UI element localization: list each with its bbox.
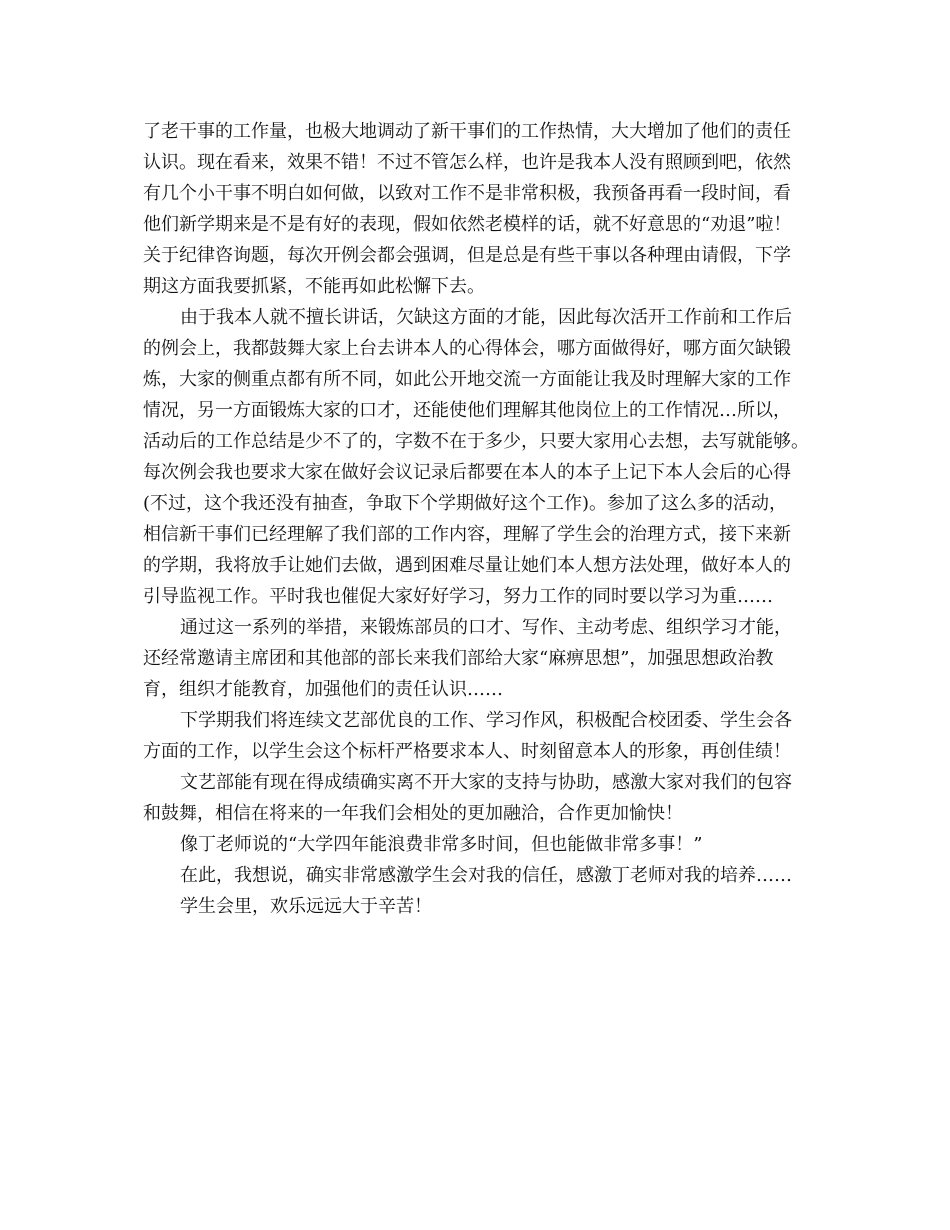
text-line: (不过，这个我还没有抽查，争取下个学期做好这个工作)。参加了这么多的活动， [143,493,788,514]
text-line: 育，组织才能教育，加强他们的责任认识…… [143,679,503,700]
text-line: 情况，另一方面锻炼大家的口才，还能使他们理解其他岗位上的工作情况…所以， [143,400,791,421]
text-line: 炼，大家的侧重点都有所不同，如此公开地交流一方面能让我及时理解大家的工作 [143,369,791,390]
text-line: 活动后的工作总结是少不了的，字数不在于多少，只要大家用心去想，去写就能够。 [143,431,809,452]
paragraph-start-line: 下学期我们将连续文艺部优良的工作、学习作风，积极配合校团委、学生会各 [180,710,792,731]
text-line: 认识。现在看来，效果不错！不过不管怎么样，也许是我本人没有照顾到吧，依然 [143,152,791,173]
text-line: 相信新干事们已经理解了我们部的工作内容，理解了学生会的治理方式，接下来新 [143,524,791,545]
text-line: 的例会上，我都鼓舞大家上台去讲本人的心得体会，哪方面做得好，哪方面欠缺锻 [143,338,791,359]
text-line: 他们新学期来是不是有好的表现，假如依然老模样的话，就不好意思的“劝退”啦！ [143,214,792,235]
paragraph-start-line: 学生会里，欢乐远远大于辛苦！ [180,896,432,917]
text-line: 引导监视工作。平时我也催促大家好好学习，努力工作的同时要以学习为重…… [143,586,773,607]
paragraph-start-line: 像丁老师说的“大学四年能浪费非常多时间，但也能做非常多事！” [180,834,703,855]
document-body [143,116,815,922]
text-line: 和鼓舞，相信在将来的一年我们会相处的更加融洽，合作更加愉快！ [143,803,683,824]
text-line: 每次例会我也要求大家在做好会议记录后都要在本人的本子上记下本人会后的心得 [143,462,791,483]
text-line: 了老干事的工作量，也极大地调动了新干事们的工作热情，大大增加了他们的责任 [143,121,791,142]
paragraph-start-line: 文艺部能有现在得成绩确实离不开大家的支持与协助，感激大家对我们的包容 [180,772,792,793]
paragraph-start-line: 由于我本人就不擅长讲话，欠缺这方面的才能，因此每次活开工作前和工作后 [180,307,792,328]
text-line: 还经常邀请主席团和其他部的部长来我们部给大家“麻痹思想”，加强思想政治教 [143,648,774,669]
text-line: 期这方面我要抓紧，不能再如此松懈下去。 [143,276,485,297]
text-line: 的学期，我将放手让她们去做，遇到困难尽量让她们本人想方法处理，做好本人的 [143,555,791,576]
text-line: 有几个小干事不明白如何做，以致对工作不是非常积极，我预备再看一段时间，看 [143,183,791,204]
text-line: 方面的工作，以学生会这个标杆严格要求本人、时刻留意本人的形象，再创佳绩！ [143,741,791,762]
paragraph-start-line: 通过这一系列的举措，来锻炼部员的口才、写作、主动考虑、组织学习才能， [180,617,792,638]
text-line: 关于纪律咨询题，每次开例会都会强调，但是总是有些干事以各种理由请假，下学 [143,245,791,266]
paragraph-start-line: 在此，我想说，确实非常感激学生会对我的信任，感激丁老师对我的培养…… [180,865,792,886]
